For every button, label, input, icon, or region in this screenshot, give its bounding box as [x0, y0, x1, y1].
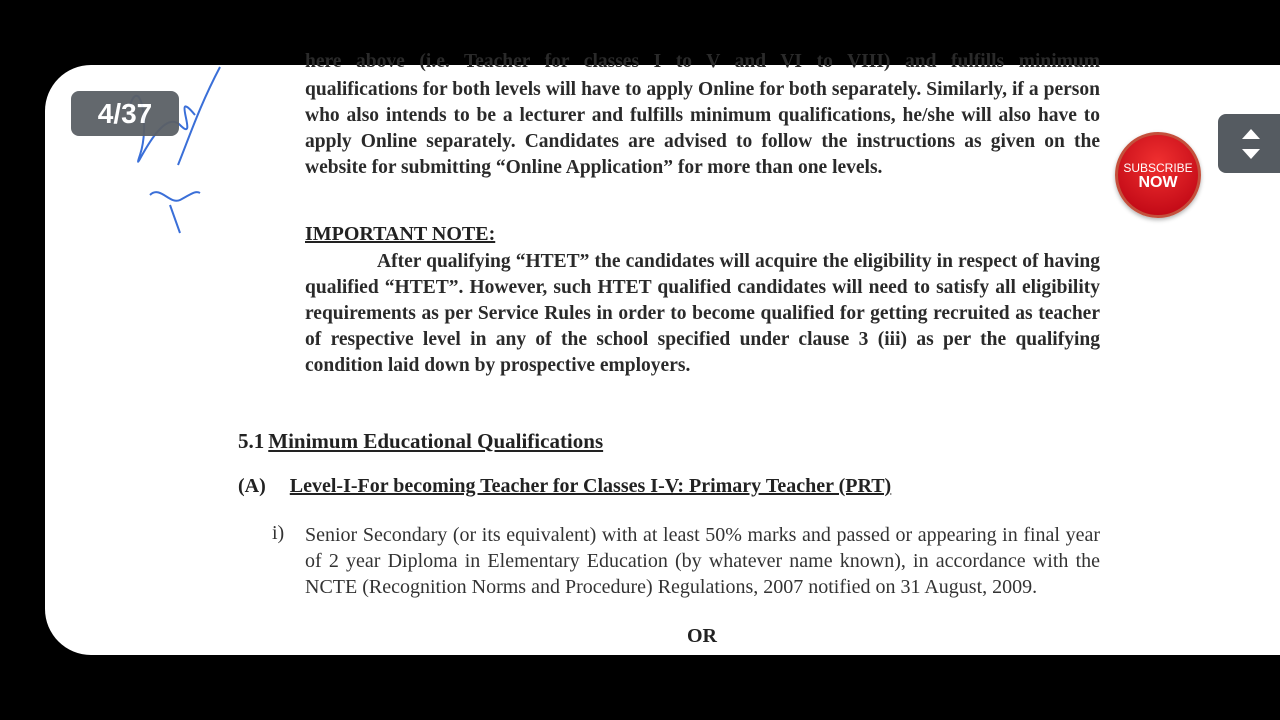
qualification-item: Senior Secondary (or its equivalent) with at least 50% marks and passed or appearing in final year of 2 year Diploma in Elementary Education (by whatever name known), in accordance with the NCTE (Recognition Norms and Procedure) Regulations, 2007 notified on 31 August, 2009. — [305, 524, 1100, 598]
important-note-heading: IMPORTANT NOTE: — [305, 223, 496, 245]
section-title: Minimum Educational Qualifications — [268, 429, 604, 453]
subscribe-now-button[interactable] — [1115, 132, 1201, 218]
subscribe-label: SUBSCRIBE — [1123, 161, 1193, 175]
important-note-text: After qualifying “HTET” the candidates will acquire the eligibility in respect of having qualified “HTET”. However, such HTET qualified candidates will need to satisfy all eligibility requirements as per Service Rules in order to become qualified for getting recruited as teacher of respective level in any of the school specified under clause 3 (iii) as per the qualifying condition laid down by prospective employers. — [305, 251, 1100, 376]
level-heading — [238, 475, 891, 498]
now-label: NOW — [1138, 174, 1178, 191]
level-label: (A) — [238, 475, 266, 497]
scroll-handle[interactable] — [1218, 114, 1280, 173]
pdf-page — [45, 51, 1280, 655]
cut-off-line: here above (i.e. Teacher for classes I to V and VI to VIII) and fulfills minimum — [305, 51, 1100, 72]
page-counter: 4/37 — [71, 91, 179, 136]
section-heading — [238, 429, 603, 454]
section-number: 5.1 — [238, 429, 265, 453]
paragraph-online-application: qualifications for both levels will have to apply Online for both separately. Similarly, if a person who also intends to be a lecturer and fulfills minimum qualifications, he/she will also have to apply Online separately. Candidates are advised to follow the instructions as given on the website for submitting “Online Application” for more than one levels. — [305, 79, 1100, 178]
item-number: i) — [272, 522, 285, 544]
up-down-arrows-icon — [1218, 114, 1280, 173]
paragraph-important-note — [305, 249, 1100, 379]
level-title: Level-I-For becoming Teacher for Classes I-V: Primary Teacher (PRT) — [289, 475, 892, 497]
or-separator: OR — [687, 625, 717, 647]
